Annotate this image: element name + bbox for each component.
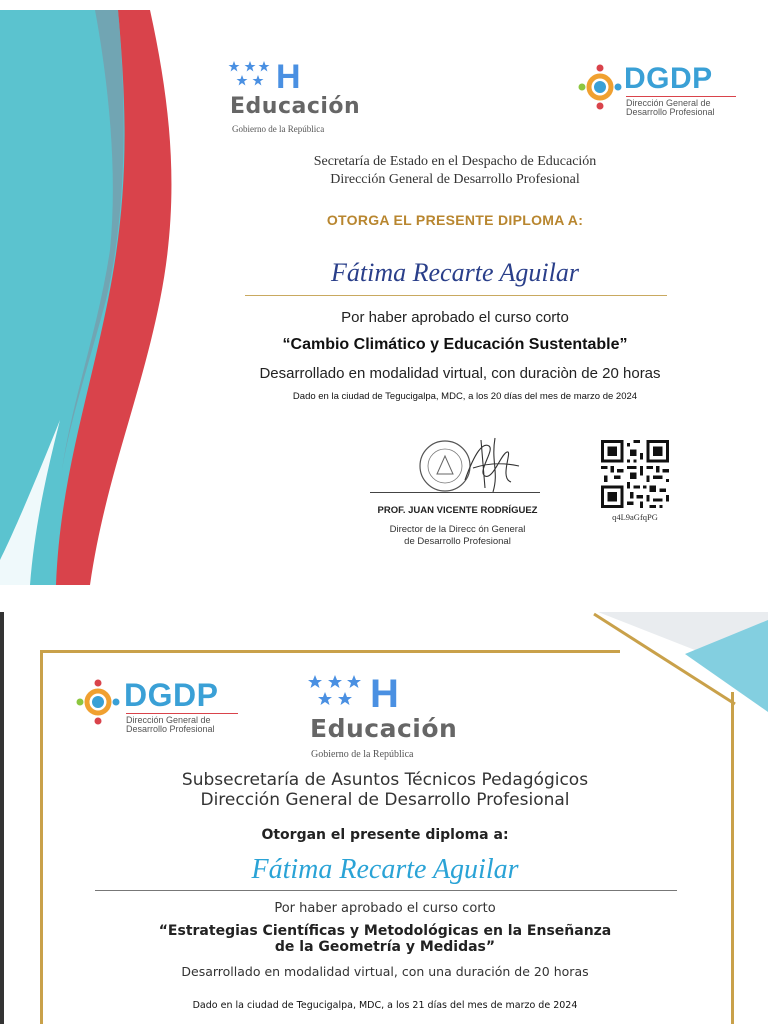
- left-edge-bar: [0, 612, 4, 1024]
- dgdp-logo: [576, 62, 736, 118]
- gobierno-text: Gobierno de la República: [311, 749, 414, 760]
- stars-icon: [228, 60, 274, 90]
- educacion-word: Educación: [310, 714, 458, 743]
- signer-role-2: de Desarrollo Profesional: [404, 536, 511, 547]
- dgdp-sub-1: Dirección General de: [126, 715, 211, 725]
- por-haber-text: Por haber aprobado el curso corto: [341, 309, 569, 326]
- gobierno-text: Gobierno de la República: [232, 124, 325, 134]
- signer-role: [345, 524, 570, 548]
- modalidad-text: Desarrollado en modalidad virtual, con duraciòn de 20 horas: [259, 365, 661, 382]
- name-underline: [245, 295, 667, 296]
- course-title: [120, 923, 650, 955]
- qr-code-icon: [601, 440, 669, 508]
- secretaria-heading: [250, 153, 660, 189]
- course-title: “Cambio Climático y Educación Sustentable”: [282, 336, 628, 353]
- frame-right: [731, 692, 734, 1024]
- course-title-line-2: de la Geometría y Medidas”: [274, 939, 496, 955]
- educacion-logo: [228, 58, 361, 138]
- dgdp-acronym: DGDP: [124, 677, 219, 713]
- subsecretaria-heading: [150, 770, 620, 810]
- frame-top: [40, 650, 620, 653]
- seal-and-signature: [415, 432, 525, 500]
- por-haber-text: Por haber aprobado el curso corto: [274, 901, 496, 916]
- educacion-word: Educación: [230, 94, 361, 119]
- recipient-name: Fátima Recarte Aguilar: [251, 854, 519, 885]
- signature-line: [370, 492, 540, 493]
- dgdp-acronym: DGDP: [624, 62, 713, 95]
- secretaria-line-1: Secretaría de Estado en el Despacho de Educación: [313, 154, 597, 169]
- subsecretaria-line-2: Dirección General de Desarrollo Profesional: [200, 790, 570, 810]
- signer-name: PROF. JUAN VICENTE RODRÍGUEZ: [377, 505, 538, 516]
- dado-text: Dado en la ciudad de Tegucigalpa, MDC, a los 21 días del mes de marzo de 2024: [192, 1000, 578, 1011]
- dgdp-sub-1: Dirección General de: [626, 98, 711, 108]
- course-title-line-1: “Estrategias Científicas y Metodológicas en la Enseñanza: [158, 923, 612, 939]
- otorga-heading: OTORGA EL PRESENTE DIPLOMA A:: [326, 212, 584, 228]
- h-letter: H: [276, 58, 301, 96]
- diploma-2: [0, 612, 768, 1024]
- recipient-name: Fátima Recarte Aguilar: [331, 258, 579, 287]
- dgdp-sub-2: Desarrollo Profesional: [126, 724, 215, 734]
- modalidad-text: Desarrollado en modalidad virtual, con una duración de 20 horas: [181, 964, 589, 979]
- dgdp-emblem-icon: [74, 677, 122, 727]
- seal-icon: [420, 441, 470, 491]
- dgdp-sub-2: Desarrollo Profesional: [626, 107, 715, 117]
- name-underline: [95, 890, 677, 891]
- corner-decoration: [590, 612, 768, 762]
- frame-left: [40, 650, 43, 1024]
- secretaria-line-2: Dirección General de Desarrollo Profesional: [330, 172, 580, 187]
- subsecretaria-line-1: Subsecretaría de Asuntos Técnicos Pedagógicos: [181, 770, 589, 790]
- h-letter: H: [370, 672, 399, 716]
- signature-scribble: [465, 438, 519, 492]
- decorative-waves: [0, 0, 200, 585]
- dgdp-emblem-icon: [576, 62, 624, 112]
- dado-text: Dado en la ciudad de Tegucigalpa, MDC, a los 20 días del mes de marzo de 2024: [292, 391, 638, 402]
- educacion-logo: [308, 672, 478, 762]
- qr-code-text: q4L9aGfqPG: [612, 512, 658, 522]
- stars-icon: [308, 674, 366, 708]
- dgdp-divider: [626, 96, 736, 97]
- dgdp-divider: [126, 713, 238, 714]
- dgdp-logo: [74, 677, 244, 733]
- signer-role-1: Director de la Direcc ón General: [389, 524, 526, 535]
- otorgan-heading: Otorgan el presente diploma a:: [261, 827, 509, 843]
